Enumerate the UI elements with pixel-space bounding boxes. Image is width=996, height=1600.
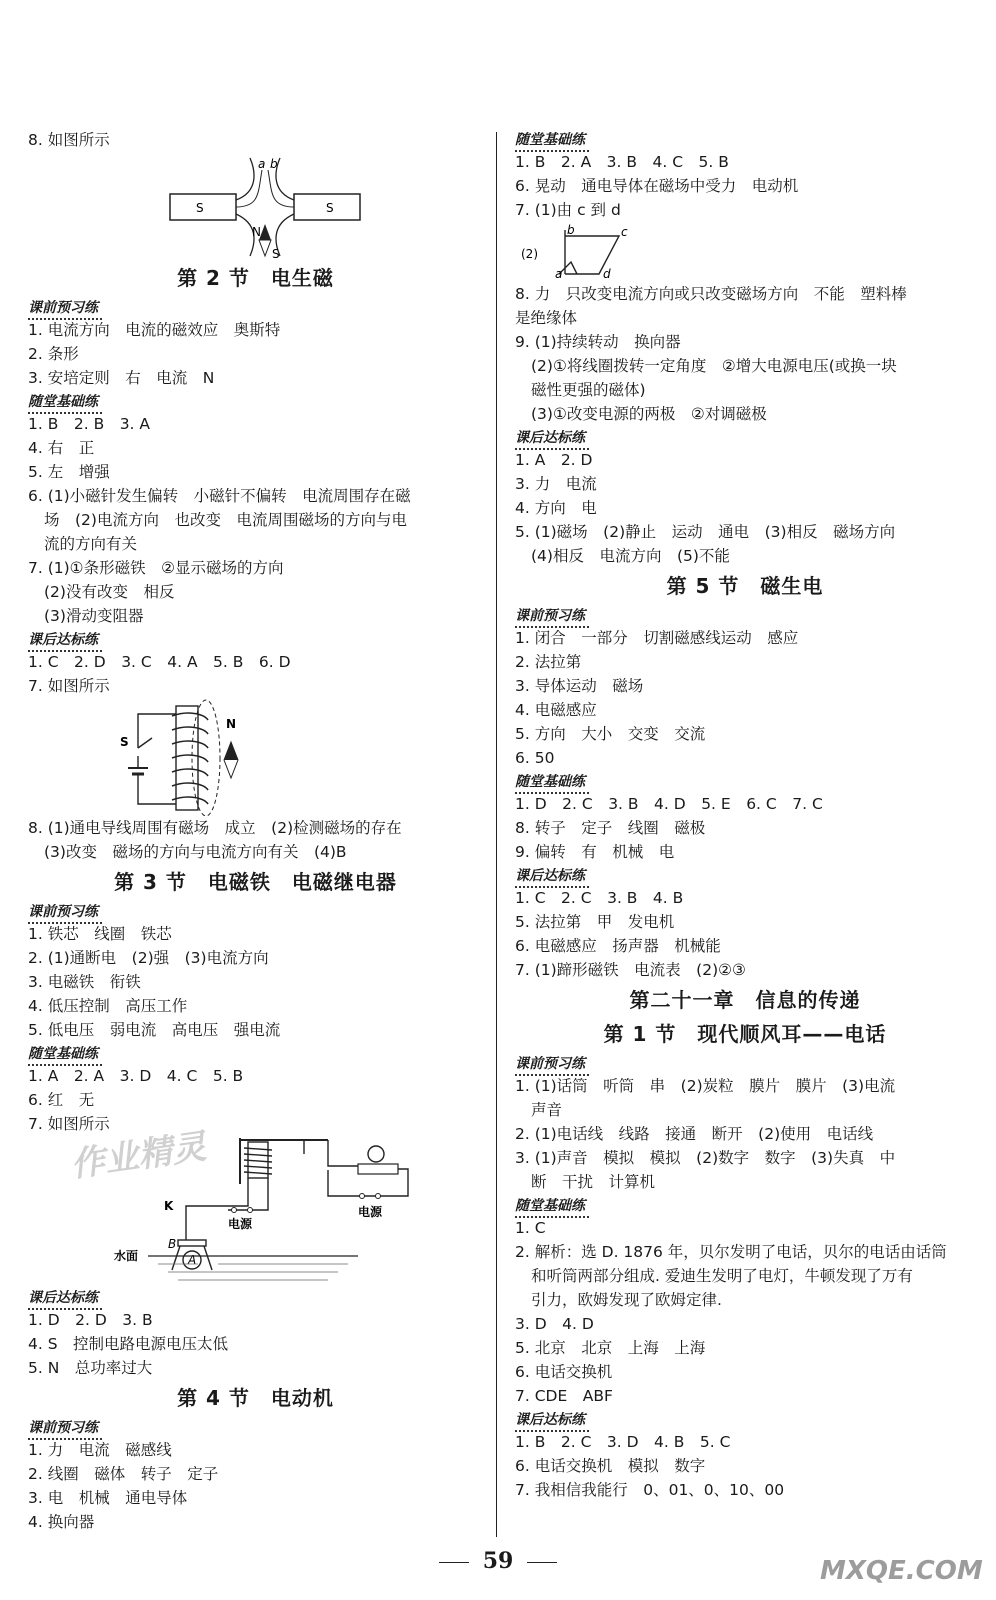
left-column <box>28 128 483 1534</box>
fig1-label-b: b <box>270 157 278 171</box>
answer-line: 6. 红 无 <box>28 1091 95 1109</box>
exercise-label: 课后达标练 <box>28 630 102 652</box>
fig4-label-a: a <box>555 267 563 281</box>
figure-solenoid-circuit <box>28 698 483 816</box>
answer-line: 5. 方向 大小 交变 交流 <box>515 725 706 743</box>
answer-line: 1. 闭合 一部分 切割磁感线运动 感应 <box>515 629 799 647</box>
fig3-label-water: 水面 <box>114 1249 139 1263</box>
answer-line: 7. (1)蹄形磁铁 电流表 (2)②③ <box>515 961 746 979</box>
watermark-corner: MXQE.COM <box>820 1556 983 1586</box>
section-title: 第 3 节 电磁铁 电磁继电器 <box>114 870 397 894</box>
fig4-label-num: (2) <box>521 247 538 261</box>
answer-line: (2)没有改变 相反 <box>44 583 175 601</box>
fig3-label-a: A <box>188 1253 197 1267</box>
section-title: 第 4 节 电动机 <box>177 1386 334 1410</box>
answer-line: 3. 安培定则 右 电流 N <box>28 369 215 387</box>
answer-line: 4. 电磁感应 <box>515 701 597 719</box>
exercise-label: 课前预习练 <box>515 1054 589 1076</box>
answer-line: 4. 右 正 <box>28 439 95 457</box>
answer-line: 5. 法拉第 甲 发电机 <box>515 913 675 931</box>
fig1-label-s-bottom: S <box>272 247 280 260</box>
fig4-label-b: b <box>567 223 575 237</box>
answer-line: 8. 转子 定子 线圈 磁极 <box>515 819 706 837</box>
answer-line: (2)①将线圈拨转一定角度 ②增大电源电压(或换一块 <box>531 357 897 375</box>
answer-line: 磁性更强的磁体) <box>531 381 646 399</box>
answer-line: 3. 力 电流 <box>515 475 597 493</box>
page-number-text: 59 <box>482 1548 514 1574</box>
answer-line: 1. C 2. C 3. B 4. B <box>515 889 684 907</box>
answer-line: 9. (1)持续转动 换向器 <box>515 333 681 351</box>
section-title: 第 2 节 电生磁 <box>177 266 334 290</box>
answer-line: 3. 电 机械 通电导体 <box>28 1489 188 1507</box>
answer-line: 1. B 2. B 3. A <box>28 415 151 433</box>
answer-line: 1. C <box>515 1219 546 1237</box>
answer-line: (3)改变 磁场的方向与电流方向有关 (4)B <box>44 843 347 861</box>
answer-line: 6. 50 <box>515 749 555 767</box>
magnet-field-diagram <box>28 152 468 260</box>
answer-line: 8. (1)通电导线周围有磁场 成立 (2)检测磁场的存在 <box>28 819 402 837</box>
answer-line: 7. (1)①条形磁铁 ②显示磁场的方向 <box>28 559 284 577</box>
fig2-label-s: S <box>120 735 129 749</box>
fig3-label-source-2: 电源 <box>358 1205 383 1219</box>
figure-bar-magnets <box>28 152 483 260</box>
answer-line: 2. 条形 <box>28 345 79 363</box>
section-title: 第 5 节 磁生电 <box>666 574 824 598</box>
solenoid-diagram <box>28 698 468 816</box>
fig3-label-k: K <box>164 1199 174 1213</box>
answer-line: 1. 铁芯 线圈 铁芯 <box>28 925 172 943</box>
figure-coil-frame <box>515 222 975 282</box>
lamp <box>368 1146 384 1162</box>
answer-line: 5. 低电压 弱电流 高电压 强电流 <box>28 1021 281 1039</box>
answer-line: 6. (1)小磁针发生偏转 小磁针不偏转 电流周围存在磁 <box>28 487 411 505</box>
answer-line: 引力，欧姆发现了欧姆定律. <box>531 1291 722 1309</box>
answer-line: 1. (1)话筒 听筒 串 (2)炭粒 膜片 膜片 (3)电流 <box>515 1077 896 1095</box>
answer-line: 7. 如图所示 <box>28 1115 110 1133</box>
answer-line: 1. B 2. A 3. B 4. C 5. B <box>515 153 729 171</box>
exercise-label: 随堂基础练 <box>515 772 589 794</box>
exercise-label: 课后达标练 <box>515 866 589 888</box>
fig3-label-source-1: 电源 <box>228 1217 253 1231</box>
exercise-label: 课前预习练 <box>28 1418 102 1440</box>
answer-line: 5. 左 增强 <box>28 463 110 481</box>
fig4-label-c: c <box>621 225 628 239</box>
answer-line: 1. 电流方向 电流的磁效应 奥斯特 <box>28 321 281 339</box>
switch-s <box>138 738 152 748</box>
answer-line: 场 (2)电流方向 也改变 电流周围磁场的方向与电 <box>44 511 407 529</box>
answer-line: 6. 电话交换机 <box>515 1363 613 1381</box>
answer-line: 1. D 2. C 3. B 4. D 5. E 6. C 7. C <box>515 795 823 813</box>
answer-line: 2. 法拉第 <box>515 653 582 671</box>
fig4-label-d: d <box>603 267 611 281</box>
fig1-label-n: N <box>252 225 261 239</box>
exercise-label: 随堂基础练 <box>28 392 102 414</box>
section-title: 第 1 节 现代顺风耳——电话 <box>603 1022 887 1046</box>
answer-line: 5. 北京 北京 上海 上海 <box>515 1339 706 1357</box>
answer-line: 2. 解析：选 D. 1876 年，贝尔发明了电话，贝尔的电话由话筒 <box>515 1243 947 1261</box>
answer-line: 7. 如图所示 <box>28 677 110 695</box>
answer-line: 2. (1)电话线 线路 接通 断开 (2)使用 电话线 <box>515 1125 874 1143</box>
answer-line: 8. 如图所示 <box>28 131 110 149</box>
answer-line: (3)①改变电源的两极 ②对调磁极 <box>531 405 767 423</box>
answer-line: 6. 电话交换机 模拟 数字 <box>515 1457 706 1475</box>
exercise-label: 课前预习练 <box>515 606 589 628</box>
exercise-label: 随堂基础练 <box>28 1044 102 1066</box>
answer-line: 1. A 2. A 3. D 4. C 5. B <box>28 1067 244 1085</box>
answer-line: 6. 电磁感应 扬声器 机械能 <box>515 937 721 955</box>
answer-line: 7. (1)由 c 到 d <box>515 201 621 219</box>
answer-line: 2. (1)通断电 (2)强 (3)电流方向 <box>28 949 269 967</box>
answer-line: 3. 导体运动 磁场 <box>515 677 644 695</box>
answer-line: 3. D 4. D <box>515 1315 594 1333</box>
answer-line: 6. 晃动 通电导体在磁场中受力 电动机 <box>515 177 799 195</box>
exercise-label: 课后达标练 <box>28 1288 102 1310</box>
answer-line: 1. 力 电流 磁感线 <box>28 1441 172 1459</box>
answer-line: (3)滑动变阻器 <box>44 607 144 625</box>
fig3-label-b: B <box>168 1237 177 1251</box>
exercise-label: 课后达标练 <box>515 1410 589 1432</box>
answer-line: 1. D 2. D 3. B <box>28 1311 153 1329</box>
page-dash-left <box>439 1562 469 1563</box>
answer-line: (4)相反 电流方向 (5)不能 <box>531 547 730 565</box>
answer-line: 1. B 2. C 3. D 4. B 5. C <box>515 1433 731 1451</box>
page-dash-right <box>527 1562 557 1563</box>
watermark-mid: 作业精灵 <box>68 1126 209 1186</box>
answer-line: 3. (1)声音 模拟 模拟 (2)数字 数字 (3)失真 中 <box>515 1149 896 1167</box>
answer-line: 3. 电磁铁 衔铁 <box>28 973 141 991</box>
answer-line: 4. S 控制电路电源电压太低 <box>28 1335 229 1353</box>
chapter-title: 第二十一章 信息的传递 <box>629 988 861 1012</box>
exercise-label: 随堂基础练 <box>515 1196 589 1218</box>
answer-line: 4. 方向 电 <box>515 499 597 517</box>
exercise-label: 课前预习练 <box>28 298 102 320</box>
answer-line: 9. 偏转 有 机械 电 <box>515 843 675 861</box>
fig1-label-s-right: S <box>326 201 334 215</box>
answer-line: 是绝缘体 <box>515 309 578 327</box>
answer-line: 流的方向有关 <box>44 535 138 553</box>
right-column <box>515 128 975 1502</box>
coil-frame-diagram <box>515 222 955 282</box>
column-divider <box>496 132 497 1537</box>
answer-line: 断 干扰 计算机 <box>531 1173 656 1191</box>
answer-line: 4. 低压控制 高压工作 <box>28 997 188 1015</box>
answer-line: 8. 力 只改变电流方向或只改变磁场方向 不能 塑料棒 <box>515 285 907 303</box>
needle-south <box>259 240 271 256</box>
answer-line: 1. C 2. D 3. C 4. A 5. B 6. D <box>28 653 291 671</box>
answer-line: 和听筒两部分组成. 爱迪生发明了电灯，牛顿发现了万有 <box>531 1267 913 1285</box>
fig1-label-a: a <box>258 157 266 171</box>
answer-line: 1. A 2. D <box>515 451 593 469</box>
exercise-label: 课前预习练 <box>28 902 102 924</box>
answer-line: 声音 <box>531 1101 563 1119</box>
fig2-label-n: N <box>226 717 237 731</box>
exercise-label: 课后达标练 <box>515 428 589 450</box>
answer-line: 5. N 总功率过大 <box>28 1359 153 1377</box>
answer-line: 2. 线圈 磁体 转子 定子 <box>28 1465 219 1483</box>
answer-line: 4. 换向器 <box>28 1513 95 1531</box>
answer-line: 5. (1)磁场 (2)静止 运动 通电 (3)相反 磁场方向 <box>515 523 896 541</box>
answer-line: 7. CDE ABF <box>515 1387 613 1405</box>
exercise-label: 随堂基础练 <box>515 130 589 152</box>
answer-line: 7. 我相信我能行 0、01、0、10、00 <box>515 1481 785 1499</box>
fig1-label-s-left: S <box>196 201 204 215</box>
